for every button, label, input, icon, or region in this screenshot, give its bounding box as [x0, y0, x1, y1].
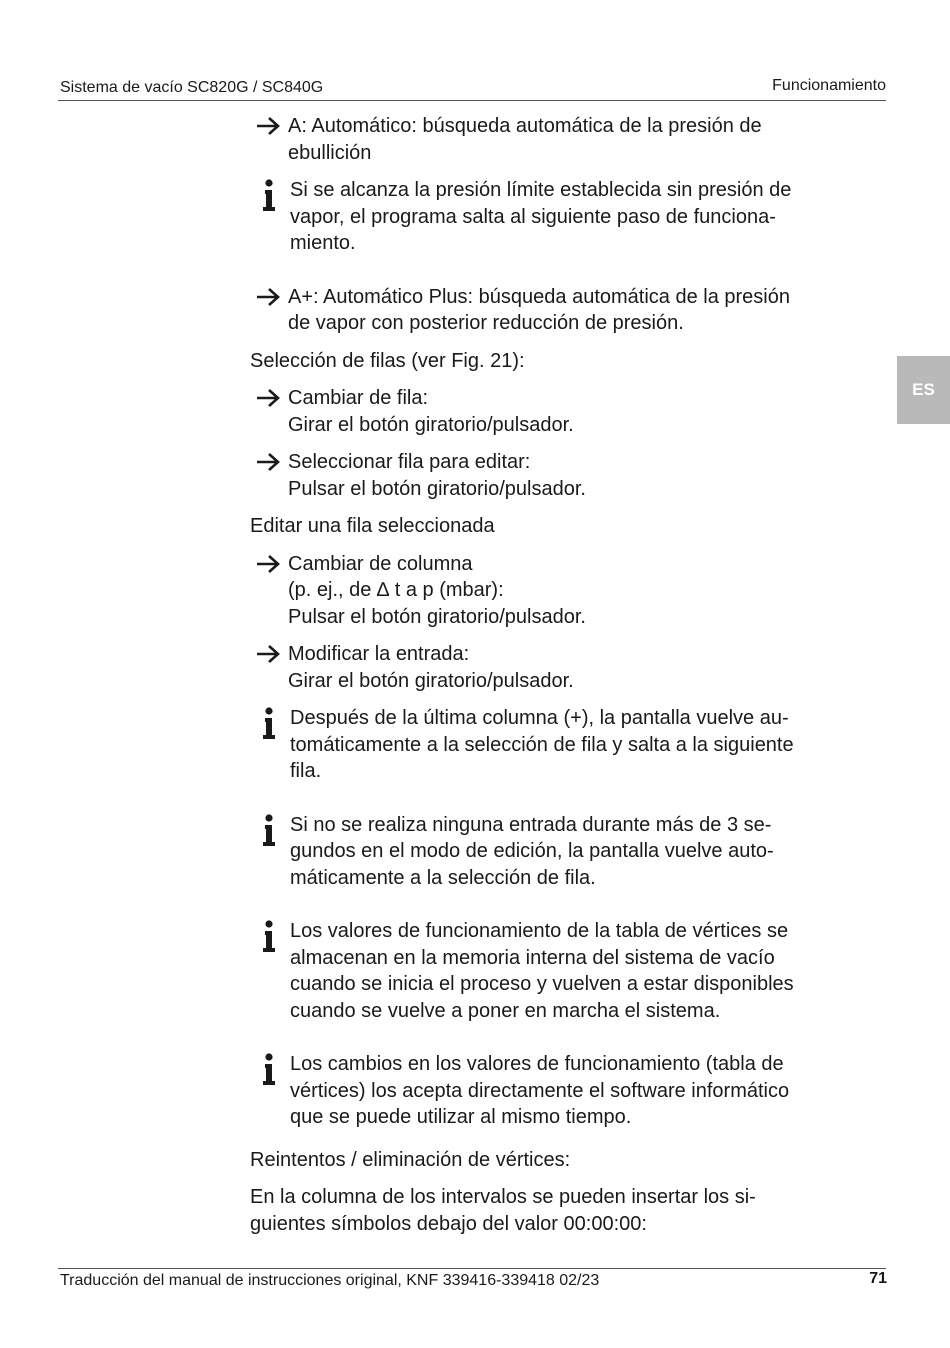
note-line: miento. — [290, 232, 356, 254]
arrow-right-icon — [256, 116, 282, 136]
info-icon — [260, 814, 278, 848]
header-rule — [58, 100, 886, 101]
info-icon — [260, 920, 278, 954]
note-line: máticamente a la selección de fila. — [290, 866, 596, 889]
note-line: Los valores de funcionamiento de la tabla de vértices se — [290, 920, 789, 942]
footer-rule — [58, 1268, 886, 1269]
arrow-right-icon — [256, 554, 282, 574]
paragraph-line: En la columna de los intervalos se pueden insertar los si- — [250, 1186, 756, 1208]
note-line: fila. — [290, 760, 322, 782]
arrow-item-line: ebullición — [288, 141, 372, 164]
note-line: vértices) los acepta directamente el software informático — [290, 1079, 790, 1102]
info-note-limit-pressure — [250, 177, 870, 257]
arrow-right-icon — [256, 287, 282, 307]
paragraph-interval-symbols — [250, 1184, 870, 1237]
arrow-item-line: Pulsar el botón giratorio/pulsador. — [288, 477, 586, 500]
info-note-memory — [250, 918, 870, 1024]
arrow-item-line: (p. ej., de ∆ t a p (mbar): — [288, 579, 504, 601]
arrow-item-line: Cambiar de columna — [288, 552, 473, 575]
arrow-item-select-row — [250, 449, 870, 502]
note-line: cuando se vuelve a poner en marcha el sistema. — [290, 999, 721, 1022]
arrow-item-change-row — [250, 385, 870, 438]
note-line: Los cambios en los valores de funcionamiento (tabla de — [290, 1053, 784, 1075]
paragraph-edit-row: Editar una fila seleccionada — [250, 515, 495, 537]
info-icon — [260, 707, 278, 741]
arrow-item-line: Cambiar de fila: — [288, 387, 429, 409]
arrow-item-line: Modificar la entrada: — [288, 643, 470, 665]
page-content — [250, 113, 870, 1248]
arrow-item-modify-entry — [250, 641, 870, 694]
arrow-item-change-column — [250, 551, 870, 631]
page-number: 71 — [869, 1270, 887, 1287]
arrow-item-line: de vapor con posterior reducción de presión. — [288, 312, 684, 334]
paragraph-retries-heading: Reintentos / eliminación de vértices: — [250, 1148, 571, 1171]
arrow-right-icon — [256, 644, 282, 664]
language-tab: ES — [897, 356, 950, 424]
note-line: Si se alcanza la presión límite establecida sin presión de — [290, 179, 792, 201]
note-line: Después de la última columna (+), la pantalla vuelve au- — [290, 707, 789, 729]
note-line: Si no se realiza ninguna entrada durante más de 3 se- — [290, 813, 772, 836]
arrow-item-line: Girar el botón giratorio/pulsador. — [288, 669, 574, 692]
arrow-right-icon — [256, 388, 282, 408]
arrow-item-line: A+: Automático Plus: búsqueda automática de la presión — [288, 285, 790, 308]
paragraph-line: guientes símbolos debajo del valor 00:00:00: — [250, 1212, 647, 1235]
note-line: que se puede utilizar al mismo tiempo. — [290, 1106, 632, 1128]
paragraph-row-selection: Selección de filas (ver Fig. 21): — [250, 349, 525, 372]
info-icon — [260, 1053, 278, 1087]
note-line: gundos en el modo de edición, la pantalla vuelve auto- — [290, 840, 774, 862]
note-line: tomáticamente a la selección de fila y salta a la siguiente — [290, 733, 794, 756]
arrow-item-line: Pulsar el botón giratorio/pulsador. — [288, 605, 586, 628]
note-line: vapor, el programa salta al siguiente paso de funciona- — [290, 205, 776, 228]
header-section-title: Funcionamiento — [772, 77, 886, 94]
info-note-last-column — [250, 705, 870, 785]
arrow-item-automatic-plus — [250, 284, 870, 337]
arrow-right-icon — [256, 452, 282, 472]
info-icon — [260, 179, 278, 213]
footer-translation-note: Traducción del manual de instrucciones original, KNF 339416-339418 02/23 — [60, 1272, 600, 1289]
arrow-item-line: Seleccionar fila para editar: — [288, 451, 531, 473]
arrow-item-line: Girar el botón giratorio/pulsador. — [288, 413, 574, 436]
info-note-timeout — [250, 812, 870, 892]
note-line: cuando se inicia el proceso y vuelven a estar disponibles — [290, 973, 794, 995]
info-note-software — [250, 1051, 870, 1131]
arrow-item-line: A: Automático: búsqueda automática de la presión de — [288, 115, 762, 137]
arrow-item-automatic — [250, 113, 870, 166]
note-line: almacenan en la memoria interna del sistema de vacío — [290, 946, 775, 969]
header-document-title: Sistema de vacío SC820G / SC840G — [60, 79, 324, 96]
